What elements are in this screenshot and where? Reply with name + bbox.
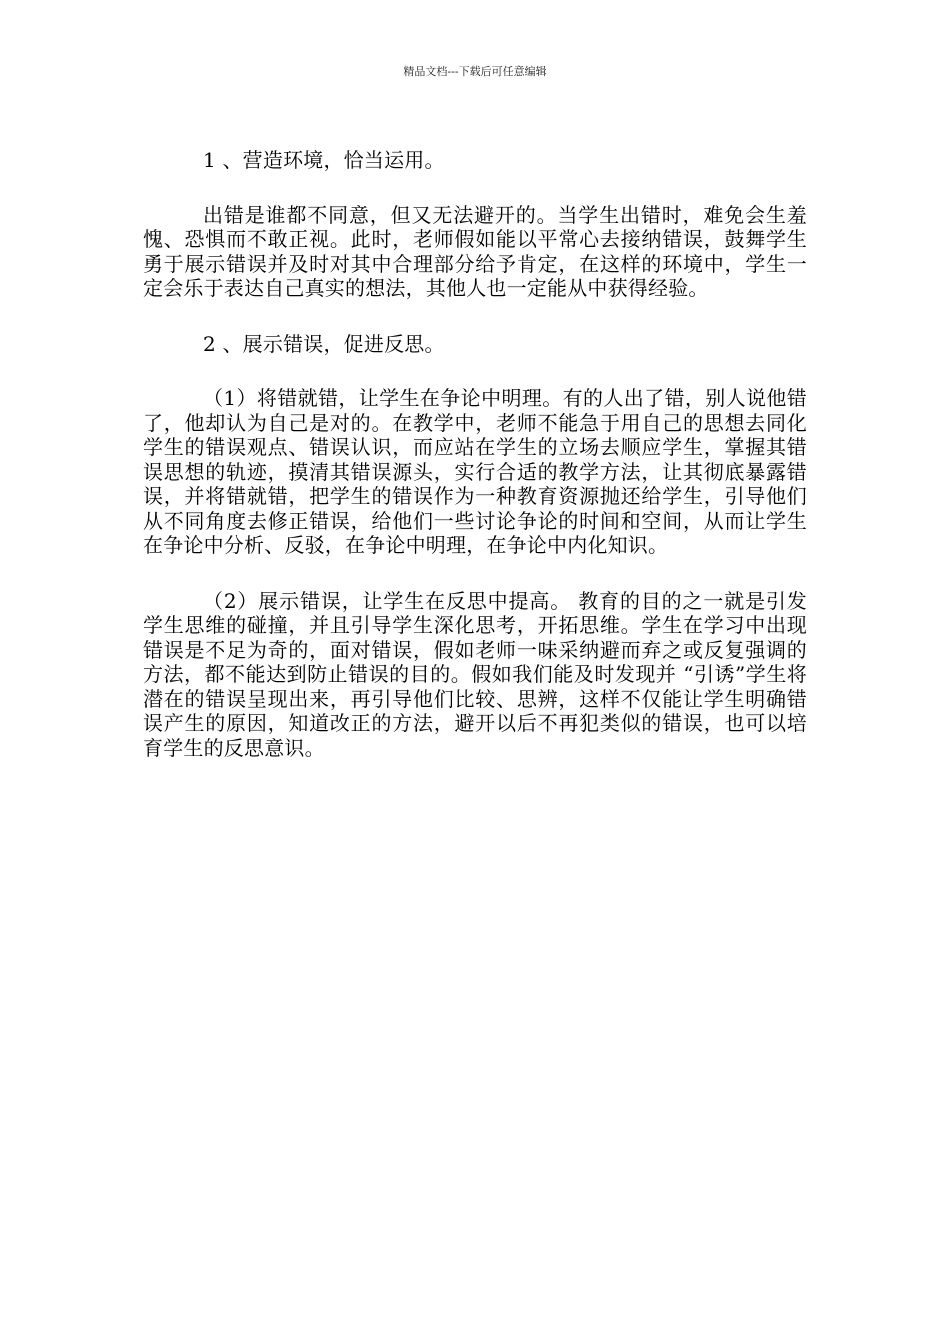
paragraph-1: 出错是谁都不同意，但又无法避开的。当学生出错时，难免会生羞愧、恐惧而不敢正视。此时，老师假如能以平常心去接纳错误，鼓舞学生勇于展示错误并及时对其中合理部分给予肯定，在这样的环境中，学生一定会乐于表达自己真实的想法，其他人也一定能从中获得经验。 [143, 202, 807, 300]
section-heading-1: 1 、营造环境，恰当运用。 [203, 148, 445, 172]
paragraph-2: （1）将错就错，让学生在争论中明理。有的人出了错，别人说他错了，他却认为自己是对的。在教学中，老师不能急于用自己的思想去同化学生的错误观点、错误认识，而应站在学生的立场去顺应学生，掌握其错误思想的轨迹，摸清其错误源头，实行合适的教学方法，让其彻底暴露错误，并将错就错，把学生的错误作为一种教育资源抛还给学生，引导他们从不同角度去修正错误，给他们一些讨论争论的时间和空间，从而让学生在争论中分析、反驳，在争论中明理，在争论中内化知识。 [143, 386, 807, 557]
page-header: 精品文档---下载后可任意编辑 [403, 65, 547, 78]
paragraph-3: （2）展示错误，让学生在反思中提高。 教育的目的之一就是引发学生思维的碰撞，并且引导学生深化思考，开拓思维。学生在学习中出现错误是不足为奇的，面对错误，假如老师一味采纳避而弃之或反复强调的方法，都不能达到防止错误的目的。假如我们能及时发现并 “引诱”学生将潜在的错误呈现出来，再引导他们比较、思辨，这样不仅能让学生明确错误产生的原因，知道改正的方法，避开以后不再犯类似的错误，也可以培育学生的反思意识。 [143, 588, 807, 760]
document-body [143, 148, 807, 760]
section-heading-2: 2 、展示错误，促进反思。 [203, 331, 445, 356]
